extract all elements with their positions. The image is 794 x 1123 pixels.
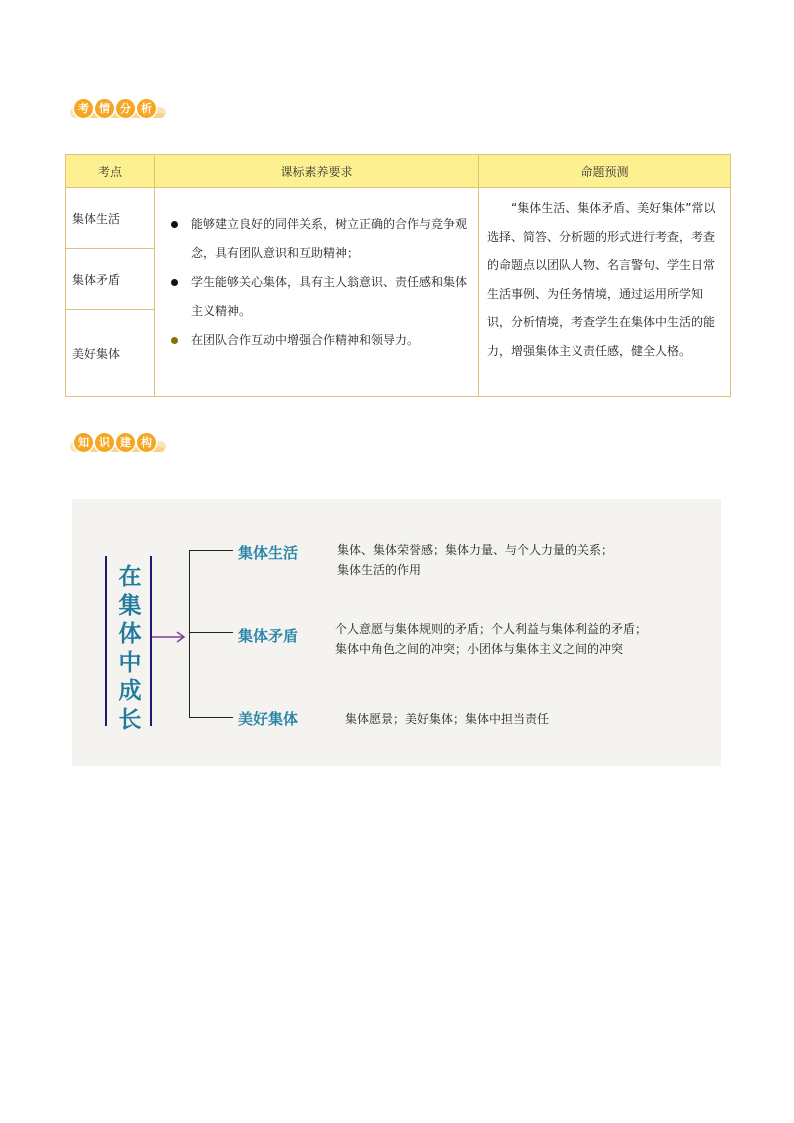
table-header-row: [66, 155, 731, 188]
topic-cell: 集体生活: [66, 188, 155, 249]
requirement-text: 在团队合作互动中增强合作精神和领导力。: [191, 333, 420, 347]
header-requirements: 课标素养要求: [155, 155, 479, 188]
branch-name: 美好集体: [238, 710, 299, 728]
title-left-rule: [105, 556, 107, 726]
mind-map-title: [110, 563, 150, 734]
bullet-icon: [171, 279, 178, 286]
prediction-text: “集体生活、集体矛盾、美好集体”常以选择、简答、分析题的形式进行考查，考查的命题点以团队人物、名言警句、学生日常生活事例、为任务情境，通过运用所学知识，分析情境，考查学生在集体中生活的能力，增强集体主义责任感，健全人格。: [487, 201, 716, 358]
title-char: 长: [118, 706, 142, 733]
badge-char: 情: [95, 99, 114, 118]
badge-char: 考: [74, 99, 93, 118]
requirement-text: 学生能够关心集体，具有主人翁意识、责任感和集体主义精神。: [191, 275, 468, 318]
title-char: 中: [118, 649, 142, 676]
title-char: 体: [118, 621, 142, 647]
requirement-item: [163, 326, 470, 355]
table-row: [66, 188, 731, 249]
exam-analysis-table: [65, 154, 731, 397]
branch-desc-line: 集体愿景；美好集体；集体中担当责任: [345, 712, 550, 726]
badge-char: 分: [116, 99, 135, 118]
branch-line: [189, 717, 233, 718]
header-topic: 考点: [66, 155, 155, 188]
branch-desc-line: 集体生活的作用: [337, 563, 422, 577]
branch-description: [337, 540, 613, 580]
requirement-text: 能够建立良好的同伴关系，树立正确的合作与竞争观念，具有团队意识和互助精神；: [191, 217, 468, 260]
prediction-cell: [479, 188, 731, 397]
branch-description: [335, 619, 647, 659]
title-char: 在: [118, 564, 142, 590]
branch-line: [189, 632, 233, 633]
badge-char: 识: [95, 433, 114, 452]
topic-cell: 集体矛盾: [66, 249, 155, 310]
branch-desc-line: 集体、集体荣誉感；集体力量、与个人力量的关系；: [337, 543, 614, 557]
mind-map-panel: [72, 499, 721, 766]
header-prediction: 命题预测: [479, 155, 731, 188]
section-badge-knowledge-structure: [74, 426, 156, 458]
title-char: 集: [118, 592, 142, 619]
topic-cell: 美好集体: [66, 310, 155, 397]
badge-char: 建: [116, 433, 135, 452]
branch-name: 集体矛盾: [238, 627, 299, 645]
badge-char: 构: [137, 433, 156, 452]
branch-trunk: [189, 550, 190, 718]
bullet-icon: [171, 221, 178, 228]
arrow-right-icon: [152, 627, 188, 647]
title-char: 成: [118, 678, 142, 704]
requirement-item: [163, 210, 470, 268]
requirement-item: [163, 268, 470, 326]
bullet-icon: [171, 337, 178, 344]
badge-char: 析: [137, 99, 156, 118]
branch-line: [189, 550, 233, 551]
section-badge-exam-analysis: [74, 92, 156, 124]
branch-desc-line: 集体中角色之间的冲突；小团体与集体主义之间的冲突: [335, 642, 624, 656]
branch-desc-line: 个人意愿与集体规则的矛盾；个人利益与集体利益的矛盾；: [335, 622, 648, 636]
branch-name: 集体生活: [238, 544, 299, 562]
badge-char: 知: [74, 433, 93, 452]
branch-description: [345, 709, 549, 729]
requirements-cell: [155, 188, 479, 397]
